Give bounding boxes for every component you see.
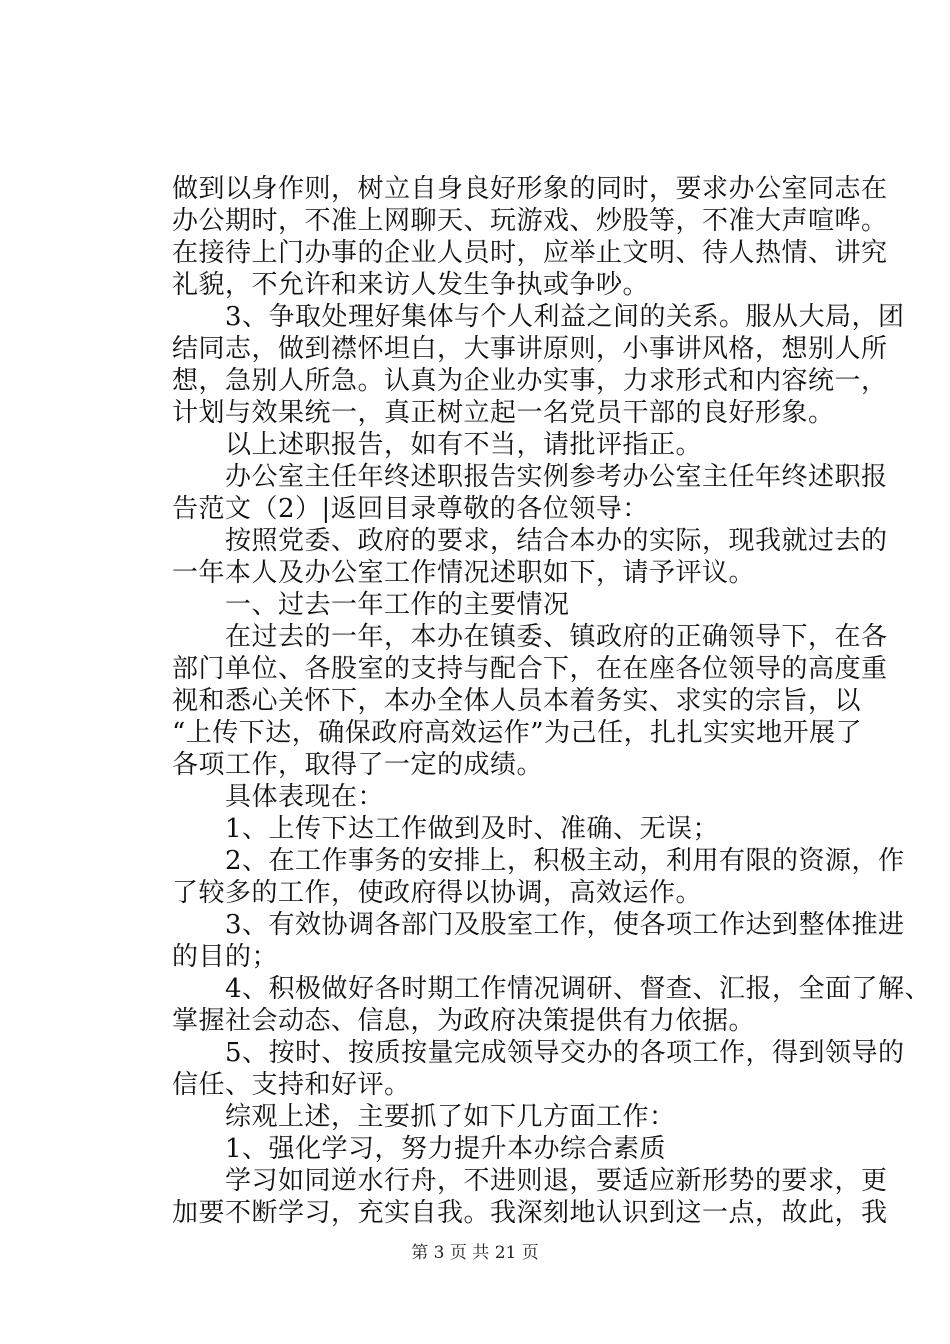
text-line: 的目的； (172, 942, 279, 972)
text-line: 礼貌，不允许和来访人发生争执或争吵。 (172, 270, 650, 300)
text-line: “上传下达，确保政府高效运作”为己任，扎扎实实地开展了 (172, 718, 863, 748)
text-line: 视和悉心关怀下，本办全体人员本着务实、求实的宗旨，以 (172, 686, 862, 716)
text-line: 按照党委、政府的要求，结合本办的实际，现我就过去的 (172, 526, 888, 556)
text-line: 学习如同逆水行舟，不进则退，要适应新形势的要求，更 (172, 1166, 888, 1196)
text-line: 做到以身作则，树立自身良好形象的同时，要求办公室同志在 (172, 174, 888, 204)
text-line: 计划与效果统一，真正树立起一名党员干部的良好形象。 (172, 398, 835, 428)
text-line: 结同志，做到襟怀坦白，大事讲原则，小事讲风格，想别人所 (172, 334, 888, 364)
text-line: 1、上传下达工作做到及时、准确、无误； (172, 814, 720, 844)
text-line: 了较多的工作，使政府得以协调，高效运作。 (172, 878, 703, 908)
text-line: 1、强化学习，努力提升本办综合素质 (172, 1134, 667, 1164)
text-line: 告范文（2）|返回目录尊敬的各位领导： (172, 494, 649, 524)
text-line: 部门单位、各股室的支持与配合下，在在座各位领导的高度重 (172, 654, 888, 684)
text-line: 综观上述，主要抓了如下几方面工作： (172, 1102, 676, 1132)
text-line: 办公室主任年终述职报告实例参考办公室主任年终述职报 (172, 462, 888, 492)
text-line: 一年本人及办公室工作情况述职如下，请予评议。 (172, 558, 756, 588)
text-line: 3、争取处理好集体与个人利益之间的关系。服从大局，团 (172, 302, 905, 332)
text-line: 在过去的一年，本办在镇委、镇政府的正确领导下，在各 (172, 622, 888, 652)
text-line: 各项工作，取得了一定的成绩。 (172, 750, 544, 780)
text-line: 5、按时、按质按量完成领导交办的各项工作，得到领导的 (172, 1038, 905, 1068)
text-line: 想，急别人所急。认真为企业办实事，力求形式和内容统一， (172, 366, 888, 396)
text-line: 办公期时，不准上网聊天、玩游戏、炒股等，不准大声喧哗。 (172, 206, 888, 236)
text-line: 加要不断学习，充实自我。我深刻地认识到这一点，故此，我 (172, 1198, 888, 1228)
document-body (172, 173, 932, 1229)
text-line: 4、积极做好各时期工作情况调研、督查、汇报，全面了解、 (172, 974, 932, 1004)
text-line: 掌握社会动态、信息，为政府决策提供有力依据。 (172, 1006, 756, 1036)
text-line: 具体表现在： (172, 782, 385, 812)
text-line: 一、过去一年工作的主要情况 (172, 590, 570, 620)
text-line: 在接待上门办事的企业人员时，应举止文明、待人热情、讲究 (172, 238, 888, 268)
page-number: 第 3 页 共 21 页 (411, 1243, 539, 1263)
text-line: 信任、支持和好评。 (172, 1070, 411, 1100)
text-line: 3、有效协调各部门及股室工作，使各项工作达到整体推进 (172, 910, 905, 940)
text-line: 2、在工作事务的安排上，积极主动，利用有限的资源，作 (172, 846, 905, 876)
text-line: 以上述职报告，如有不当，请批评指正。 (172, 430, 703, 460)
